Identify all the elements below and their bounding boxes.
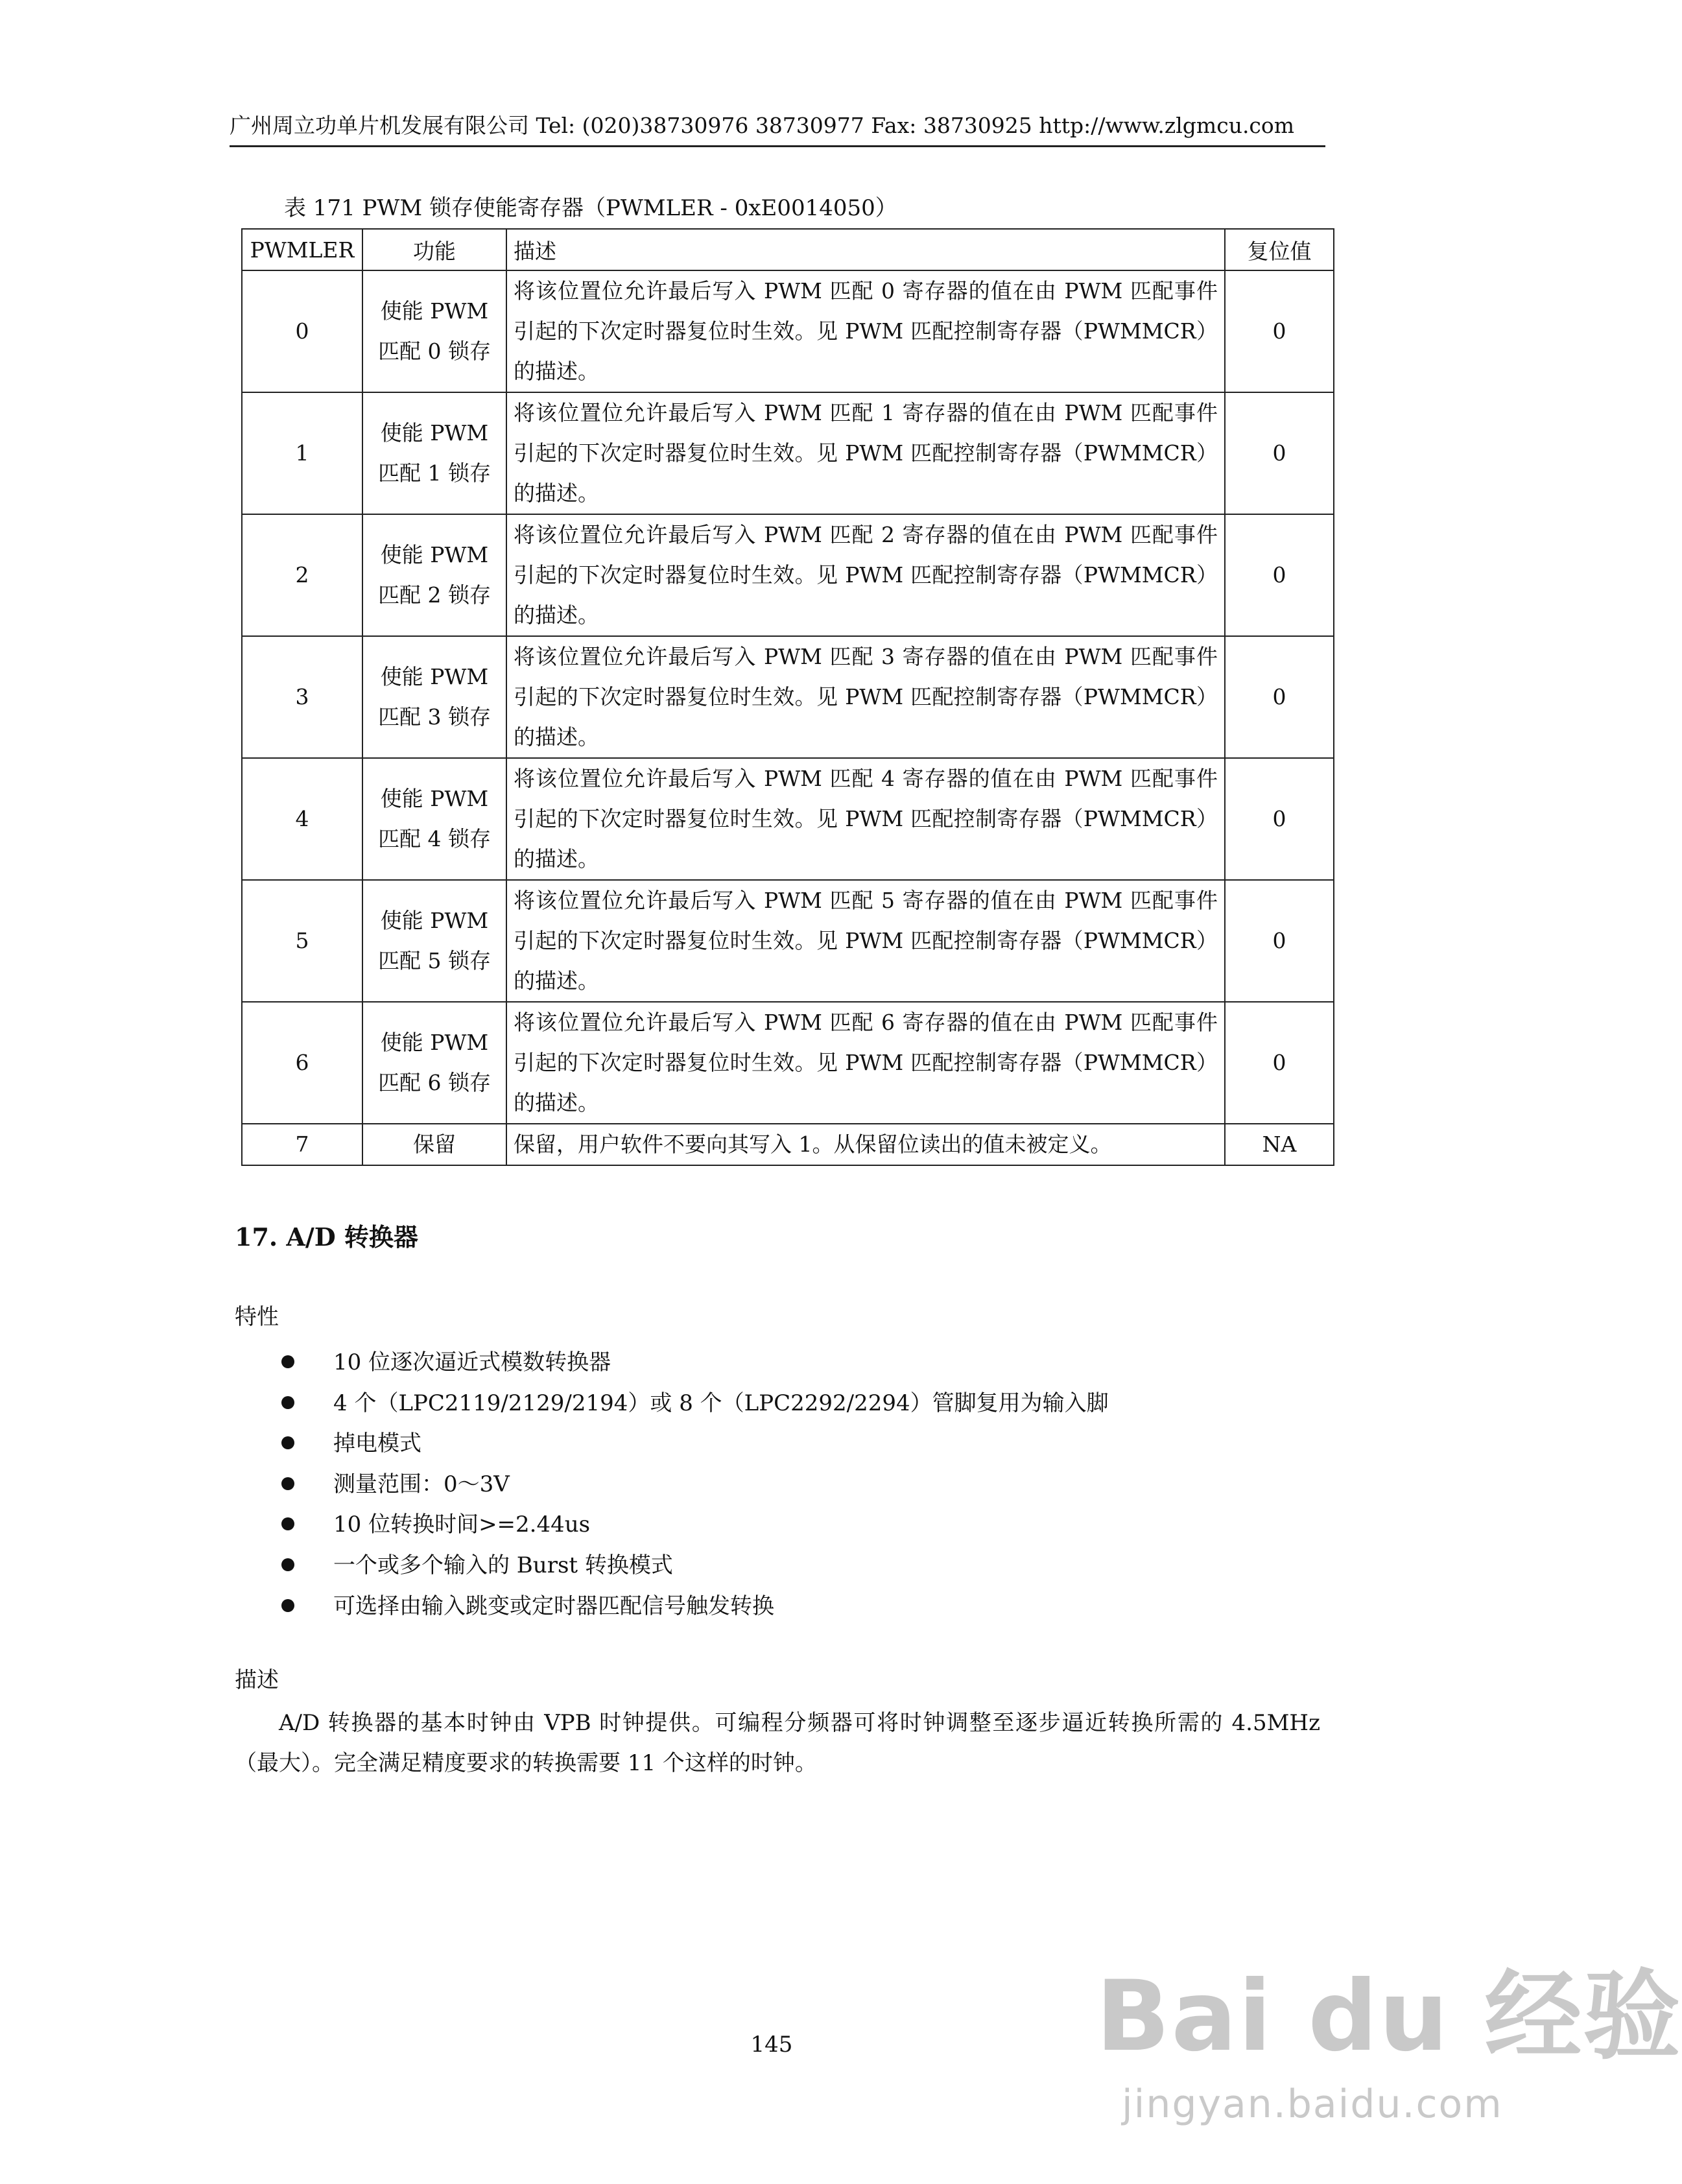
bit-cell: 1 (242, 392, 362, 514)
list-item: 掉电模式 (235, 1423, 1109, 1464)
function-cell: 保留 (362, 1124, 506, 1165)
table-row (242, 514, 1334, 636)
function-cell: 使能 PWM 匹配 6 锁存 (362, 1002, 506, 1124)
list-item: 4 个（LPC2119/2129/2194）或 8 个（LPC2292/2294）管脚复用为输入脚 (235, 1383, 1109, 1424)
table-row (242, 880, 1334, 1002)
table-row (242, 1002, 1334, 1124)
table-caption: 表 171 PWM 锁存使能寄存器（PWMLER - 0xE0014050） (284, 195, 897, 221)
description-paragraph: A/D 转换器的基本时钟由 VPB 时钟提供。可编程分频器可将时钟调整至逐步逼近转换所需的 4.5MHz（最大）。完全满足精度要求的转换需要 11 个这样的时钟。 (235, 1710, 1320, 1776)
table-row (242, 270, 1334, 392)
bit-cell: 4 (242, 758, 362, 880)
bullet-icon (281, 1558, 294, 1571)
function-cell: 使能 PWM 匹配 2 锁存 (362, 514, 506, 636)
bullet-icon (281, 1517, 294, 1530)
pwmler-register-table (241, 228, 1334, 1166)
reset-value-cell: 0 (1225, 636, 1334, 758)
list-item: 10 位逐次逼近式模数转换器 (235, 1342, 1109, 1383)
function-cell: 使能 PWM 匹配 5 锁存 (362, 880, 506, 1002)
column-header-function: 功能 (362, 229, 506, 270)
reset-value-cell: 0 (1225, 880, 1334, 1002)
list-item: 10 位转换时间>=2.44us (235, 1504, 1109, 1545)
baidu-jingyan-watermark (1096, 1952, 1682, 2140)
bullet-icon (281, 1599, 294, 1612)
watermark-url: jingyan.baidu.com (1122, 2082, 1503, 2127)
bullet-icon (281, 1355, 294, 1368)
function-cell: 使能 PWM 匹配 4 锁存 (362, 758, 506, 880)
list-item: 一个或多个输入的 Burst 转换模式 (235, 1545, 1109, 1586)
bit-cell: 0 (242, 270, 362, 392)
description-cell: 将该位置位允许最后写入 PWM 匹配 1 寄存器的值在由 PWM 匹配事件引起的下次定时器复位时生效。见 PWM 匹配控制寄存器（PWMMCR）的描述。 (506, 392, 1225, 514)
bullet-icon (281, 1396, 294, 1409)
description-cell: 将该位置位允许最后写入 PWM 匹配 3 寄存器的值在由 PWM 匹配事件引起的下次定时器复位时生效。见 PWM 匹配控制寄存器（PWMMCR）的描述。 (506, 636, 1225, 758)
description-cell: 将该位置位允许最后写入 PWM 匹配 4 寄存器的值在由 PWM 匹配事件引起的下次定时器复位时生效。见 PWM 匹配控制寄存器（PWMMCR）的描述。 (506, 758, 1225, 880)
reset-value-cell: 0 (1225, 392, 1334, 514)
bit-cell: 3 (242, 636, 362, 758)
description-cell: 将该位置位允许最后写入 PWM 匹配 5 寄存器的值在由 PWM 匹配事件引起的下次定时器复位时生效。见 PWM 匹配控制寄存器（PWMMCR）的描述。 (506, 880, 1225, 1002)
bit-cell: 2 (242, 514, 362, 636)
column-header-description: 描述 (506, 229, 1225, 270)
function-cell: 使能 PWM 匹配 1 锁存 (362, 392, 506, 514)
description-cell: 保留，用户软件不要向其写入 1。从保留位读出的值未被定义。 (506, 1124, 1225, 1165)
header-rule (230, 145, 1325, 147)
features-list (235, 1342, 1109, 1626)
table-row (242, 636, 1334, 758)
reset-value-cell: NA (1225, 1124, 1334, 1165)
bit-cell: 7 (242, 1124, 362, 1165)
bullet-icon (281, 1436, 294, 1449)
list-item: 可选择由输入跳变或定时器匹配信号触发转换 (235, 1586, 1109, 1627)
watermark-logo-text: Bai du 经验 (1096, 1960, 1682, 2073)
bullet-icon (281, 1477, 294, 1490)
reset-value-cell: 0 (1225, 758, 1334, 880)
description-cell: 将该位置位允许最后写入 PWM 匹配 6 寄存器的值在由 PWM 匹配事件引起的下次定时器复位时生效。见 PWM 匹配控制寄存器（PWMMCR）的描述。 (506, 1002, 1225, 1124)
description-heading: 描述 (235, 1667, 279, 1693)
column-header-bit: PWMLER (242, 229, 362, 270)
features-heading: 特性 (235, 1304, 279, 1330)
table-row (242, 392, 1334, 514)
table-row (242, 758, 1334, 880)
page-number: 145 (750, 2032, 793, 2058)
function-cell: 使能 PWM 匹配 3 锁存 (362, 636, 506, 758)
reset-value-cell: 0 (1225, 1002, 1334, 1124)
page-header: 广州周立功单片机发展有限公司 Tel: (020)38730976 38730977 Fax: 38730925 http://www.zlgmcu.com (230, 113, 1295, 138)
bit-cell: 5 (242, 880, 362, 1002)
description-cell: 将该位置位允许最后写入 PWM 匹配 2 寄存器的值在由 PWM 匹配事件引起的下次定时器复位时生效。见 PWM 匹配控制寄存器（PWMMCR）的描述。 (506, 514, 1225, 636)
description-cell: 将该位置位允许最后写入 PWM 匹配 0 寄存器的值在由 PWM 匹配事件引起的下次定时器复位时生效。见 PWM 匹配控制寄存器（PWMMCR）的描述。 (506, 270, 1225, 392)
reset-value-cell: 0 (1225, 270, 1334, 392)
section-title: 17. A/D 转换器 (235, 1222, 418, 1252)
function-cell: 使能 PWM 匹配 0 锁存 (362, 270, 506, 392)
table-row (242, 1124, 1334, 1165)
bit-cell: 6 (242, 1002, 362, 1124)
list-item: 测量范围：0～3V (235, 1464, 1109, 1505)
column-header-reset-value: 复位值 (1225, 229, 1334, 270)
table-header-row (242, 229, 1334, 270)
reset-value-cell: 0 (1225, 514, 1334, 636)
